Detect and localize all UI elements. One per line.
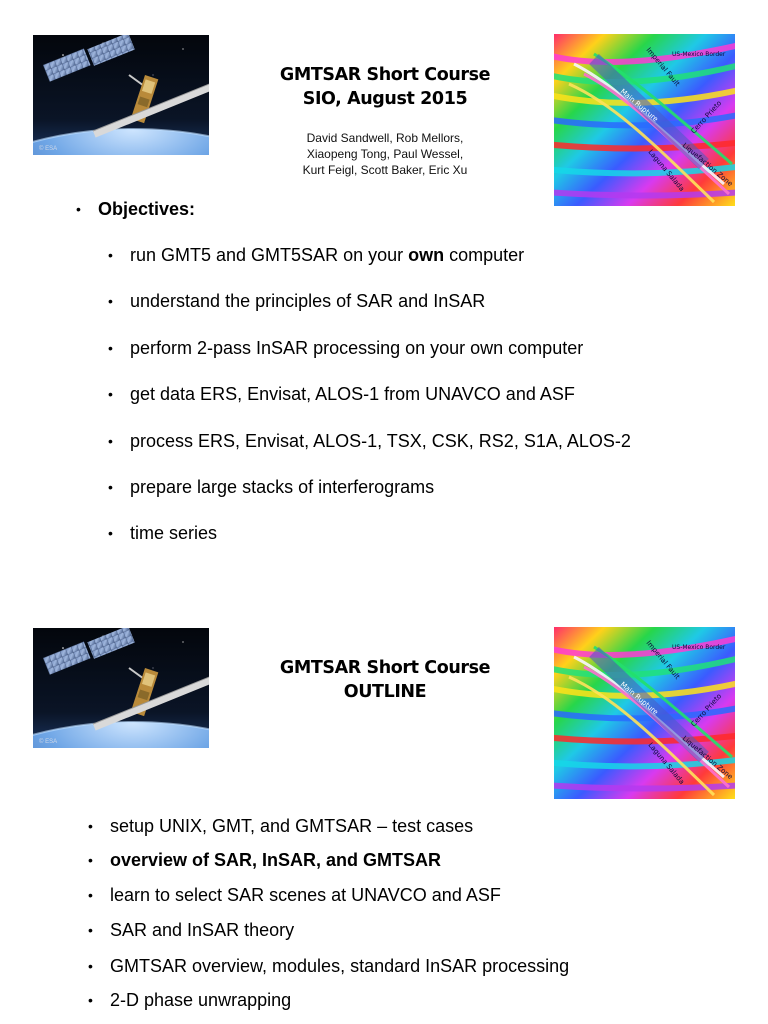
bullet: • [108,479,113,495]
objective-text: time series [130,523,218,543]
title-line-1: GMTSAR Short Course [279,65,491,85]
objective-text: prepare large stacks of interferograms [130,477,435,497]
bullet: • [88,992,93,1008]
map-label: Imperial Fault [644,639,682,681]
objective-text-part: computer [444,245,525,265]
map-label: Cerro Prieto [689,692,724,729]
map-label: US-Mexico Border [672,51,726,58]
bullet: • [108,433,113,449]
bullet: • [88,922,93,938]
outline-text: SAR and InSAR theory [110,920,295,940]
bullet: • [88,852,93,868]
bullet: • [108,340,113,356]
bullet: • [76,201,81,217]
title-line-1: GMTSAR Short Course [279,658,491,678]
objective-text [130,244,524,266]
bullet: • [88,887,93,903]
map-label: Liquefaction Zone [680,734,735,782]
objective-text-part: run GMT5 and GMT5SAR on your [130,245,409,265]
bullet: • [108,293,113,309]
satellite-image [33,628,209,748]
map-label: Laguna Salada [646,148,686,193]
objective-text-emphasis: own [408,245,445,265]
author-line: Kurt Feigl, Scott Baker, Eric Xu [302,163,468,177]
title-line-2: SIO, August 2015 [302,89,468,109]
author-list [230,130,540,178]
bullet: • [108,525,113,541]
map-label: Imperial Fault [644,46,682,88]
outline-text: 2-D phase unwrapping [110,990,292,1010]
image-watermark: © ESA [39,146,58,152]
map-label: US-Mexico Border [672,644,726,651]
objective-text: process ERS, Envisat, ALOS-1, TSX, CSK, RS2, S1A, ALOS-2 [130,431,631,451]
bullet: • [88,958,93,974]
objective-text: understand the principles of SAR and InSAR [130,291,486,311]
satellite-image [33,35,209,155]
map-label: Main Rupture [618,87,660,124]
outline-text: overview of SAR, InSAR, and GMTSAR [110,850,442,870]
interferogram-map [554,34,735,206]
map-label: Main Rupture [618,680,660,717]
outline-text: GMTSAR overview, modules, standard InSAR processing [110,956,570,976]
objectives-label: Objectives: [98,199,196,219]
title-line-2: OUTLINE [343,682,427,702]
outline-text: learn to select SAR scenes at UNAVCO and ASF [110,885,501,905]
bullet: • [108,386,113,402]
objective-text: perform 2-pass InSAR processing on your own computer [130,338,584,358]
map-label: Cerro Prieto [689,99,724,136]
author-line: Xiaopeng Tong, Paul Wessel, [306,147,464,161]
slide-title [230,63,540,111]
image-watermark: © ESA [39,739,58,745]
slide-title [230,656,540,704]
map-label: Liquefaction Zone [680,141,735,189]
interferogram-map [554,627,735,799]
outline-text: setup UNIX, GMT, and GMTSAR – test cases [110,816,474,836]
bullet: • [88,818,93,834]
bullet: • [108,247,113,263]
map-label: Laguna Salada [646,741,686,786]
author-line: David Sandwell, Rob Mellors, [306,131,464,145]
objective-text: get data ERS, Envisat, ALOS-1 from UNAVCO and ASF [130,384,575,404]
